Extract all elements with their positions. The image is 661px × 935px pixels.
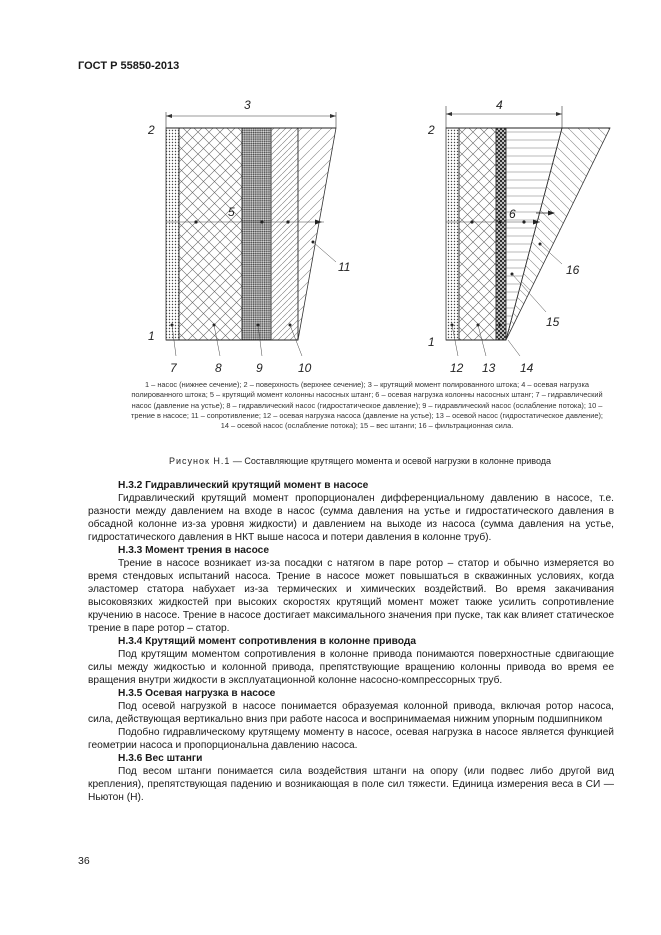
region-10 xyxy=(271,128,298,340)
figure-caption-label: Рисунок Н.1 xyxy=(168,456,231,466)
label-7: 7 xyxy=(170,361,177,375)
figure-caption-text: — Составляющие крутящего момента и осевой нагрузки в колонне привода xyxy=(230,456,552,466)
label-10: 10 xyxy=(298,361,312,375)
section-h3-6 xyxy=(88,752,614,804)
label-8: 8 xyxy=(215,361,222,375)
section-title: Н.3.3 Момент трения в насосе xyxy=(118,545,269,556)
paragraph: Под крутящим моментом сопротивления в колонне привода понимаются поверхностные сдвигающие силы между жидкостью и колонной привода, препятствующие вращению колонны привода во время ее вращения внутри жидкости в эксплуатационной колонне насосно-компрессорных труб. xyxy=(88,649,614,686)
paragraph: Под осевой нагрузкой в насосе понимается образуемая колонной привода, включая ротор насоса, сила, действующая вертикально вниз при работе насоса и воспринимаемая нижним упорным подшипником xyxy=(88,701,614,725)
region-13 xyxy=(459,128,496,340)
paragraph: Под весом штанги понимается сила воздействия штанги на опору (или подвес либо другой вид крепления), препятствующая падению и возникающая в поле сил тяжести. Единица измерения веса в СИ — Ньютон (Н). xyxy=(88,766,614,803)
section-h3-5 xyxy=(88,687,614,752)
label-16: 16 xyxy=(566,263,580,277)
paragraph: Гидравлический крутящий момент пропорционален дифференциальному давлению в насосе, т.е. разности между давлением на входе в насос (сумма давления на устье и гидростатического давления в обсадной колонне из-за уровня жидкости) и давлением на выходе из насоса (сумма давления на устье, гидростатического давления в НКТ выше насоса и потери давления в колонне труб). xyxy=(88,493,614,543)
section-h3-3 xyxy=(88,544,614,635)
label-left-3: 3 xyxy=(244,98,251,112)
region-11 xyxy=(298,128,336,340)
figure-legend: 1 – насос (нижнее сечение); 2 – поверхность (верхнее сечение); 3 – крутящий момент полированного штока; 4 – осевая нагрузка полированного штока; 5 – крутящий момент колонны насосных штанг; 6 – осевая нагрузка колонны насосных штанг; 7 – гидравлический насос (давление на устье); 8 – гидравлический насос (гидростатическое давление); 9 – гидравлический насос (ослабление потока); 10 – трение в насосе; 11 – сопротивление; 12 – осевая нагрузка насоса (давление на устье); 13 – осевой насос (гидростатическое давление); 14 – осевой насос (ослабление потока); 15 – вес штанги; 16 – фильтрационная сила. xyxy=(131,380,603,431)
label-right-6: 6 xyxy=(509,207,516,221)
label-right-4: 4 xyxy=(496,98,503,112)
right-diagram xyxy=(427,98,610,375)
label-11: 11 xyxy=(338,260,351,274)
label-left-2: 2 xyxy=(148,123,155,137)
section-title: Н.3.6 Вес штанги xyxy=(118,753,203,764)
paragraph: Подобно гидравлическому крутящему моменту в насосе, осевая нагрузка в насосе является функцией геометрии насоса и пропорциональна давлению насоса. xyxy=(88,727,614,751)
label-12: 12 xyxy=(450,361,464,375)
figure-caption xyxy=(70,456,650,466)
region-8 xyxy=(179,128,242,340)
left-diagram xyxy=(147,98,350,375)
label-left-5: 5 xyxy=(228,205,235,219)
label-9: 9 xyxy=(256,361,263,375)
section-title: Н.3.2 Гидравлический крутящий момент в насосе xyxy=(118,480,369,491)
document-body xyxy=(88,479,614,804)
section-h3-4 xyxy=(88,635,614,687)
label-13: 13 xyxy=(482,361,496,375)
region-12 xyxy=(446,128,459,340)
document-header: ГОСТ Р 55850-2013 xyxy=(78,60,180,72)
figure-h1 xyxy=(0,0,661,400)
label-right-2: 2 xyxy=(428,123,435,137)
page-number: 36 xyxy=(78,855,90,867)
region-9 xyxy=(242,128,271,340)
region-7 xyxy=(166,128,179,340)
label-right-1: 1 xyxy=(428,335,435,349)
section-title: Н.3.4 Крутящий момент сопротивления в колонне привода xyxy=(118,636,417,647)
label-14: 14 xyxy=(520,361,534,375)
label-15: 15 xyxy=(546,315,560,329)
paragraph: Трение в насосе возникает из-за посадки с натягом в паре ротор – статор и обычно измеряется во время стендовых испытаний насоса. Трение в насосе может повышаться в скважинных условиях, когда эластомер статора набухает из-за термических и химических воздействий. Во время закачивания высоковязких жидкостей при высоких скоростях крутящий момент может также усилить сопротивление кручению в насосе. Трение в насосе достигает максимального значения при пуске, так как влияет статическое трение в паре ротор – статор. xyxy=(88,558,614,634)
region-14 xyxy=(496,128,506,340)
section-title: Н.3.5 Осевая нагрузка в насосе xyxy=(118,688,276,699)
section-h3-2 xyxy=(88,479,614,544)
label-left-1: 1 xyxy=(148,329,155,343)
